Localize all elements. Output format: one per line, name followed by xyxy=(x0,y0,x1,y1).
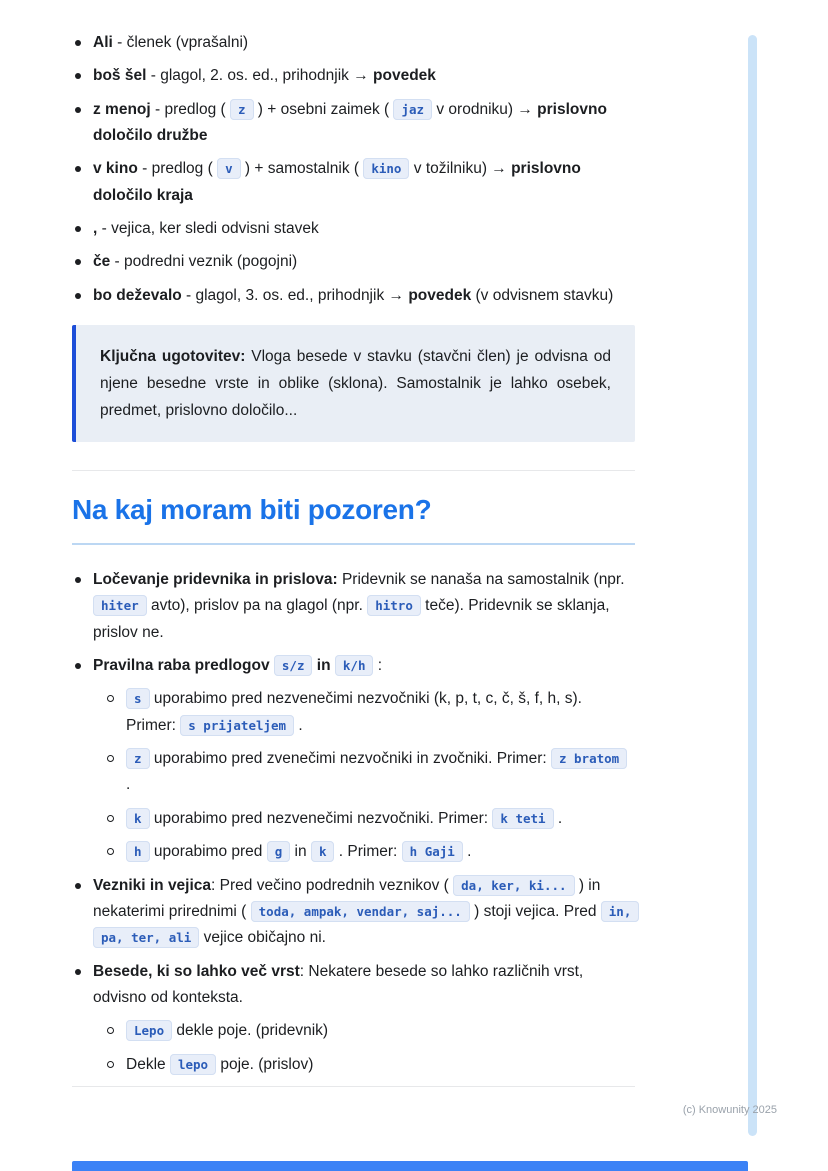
bold-text: v kino xyxy=(93,160,138,178)
bold-text: povedek xyxy=(373,67,436,85)
inline-code-chip: da, ker, ki... xyxy=(453,875,574,896)
text-run: uporabimo pred nezvenečimi nezvočniki (k, p, t, c, č, š, f, h, s). Primer: xyxy=(126,690,582,734)
text-run: ) + samostalnik ( xyxy=(240,160,364,178)
list-item xyxy=(72,63,635,89)
text-run: . xyxy=(294,716,303,734)
text-run: Pridevnik se nanaša na samostalnik (npr. xyxy=(337,571,625,589)
inline-code-chip: v xyxy=(217,158,241,179)
list-item xyxy=(72,249,635,275)
text-run: v tožilniku) → xyxy=(409,160,512,178)
text-run: ) + osebni zaimek ( xyxy=(253,100,394,118)
text-run: . Primer: xyxy=(334,843,402,861)
inline-code-chip: hiter xyxy=(93,595,147,616)
bottom-accent-bar xyxy=(72,1161,748,1171)
bold-text: prislovno določilo kraja xyxy=(93,160,581,204)
bottom-divider xyxy=(72,1086,635,1087)
sub-list-item xyxy=(105,806,635,832)
list-item xyxy=(72,216,635,242)
inline-code-chip: kino xyxy=(363,158,409,179)
attention-points-list xyxy=(72,567,635,1078)
inline-code-chip: s/z xyxy=(274,655,313,676)
text-run: - predlog ( xyxy=(137,160,218,178)
text-run: - predlog ( xyxy=(150,100,230,118)
text-run: . xyxy=(462,843,472,861)
inline-code-chip: hitro xyxy=(367,595,421,616)
text-run: . xyxy=(553,809,563,827)
sub-list-item xyxy=(105,839,635,865)
inline-code-chip: s xyxy=(126,688,150,709)
bold-text: povedek xyxy=(408,286,472,304)
inline-code-chip: in, pa, ter, ali xyxy=(93,901,639,948)
text-run: . xyxy=(126,776,131,794)
inline-code-chip: z xyxy=(230,99,254,120)
text-run: uporabimo pred zvenečimi nezvočniki in zvočniki. Primer: xyxy=(149,750,551,768)
list-item xyxy=(72,156,635,209)
document-content xyxy=(72,30,635,1087)
list-item xyxy=(72,959,635,1012)
inline-code-chip: lepo xyxy=(170,1054,216,1075)
inline-code-chip: s prijateljem xyxy=(180,715,294,736)
key-insight-callout xyxy=(72,325,635,442)
text-run: in xyxy=(290,843,311,861)
bold-text: in xyxy=(316,657,331,675)
list-item xyxy=(72,97,635,150)
inline-code-chip: jaz xyxy=(393,99,432,120)
grammar-analysis-list xyxy=(72,30,635,309)
text-run: - členek (vprašalni) xyxy=(112,34,249,51)
text-run: uporabimo pred nezvenečimi nezvočniki. Primer: xyxy=(149,809,493,827)
bold-text: Ločevanje pridevnika in prislova: xyxy=(93,571,338,589)
section-heading: Na kaj moram biti pozoren? xyxy=(72,494,432,526)
bold-text: z menoj xyxy=(93,100,151,118)
text-run: ) stoji vejica. Pred xyxy=(469,902,601,920)
sub-list-item xyxy=(105,1018,635,1044)
inline-code-chip: toda, ampak, vendar, saj... xyxy=(251,901,470,922)
inline-code-chip: z xyxy=(126,748,150,769)
text-run: ) in nekaterimi prirednimi ( xyxy=(93,876,601,920)
footer-credit: (c) Knowunity 2025 xyxy=(682,1104,777,1116)
text-run: dekle poje. (pridevnik) xyxy=(172,1022,329,1040)
inline-code-chip: z bratom xyxy=(551,748,627,769)
bold-text: boš šel xyxy=(93,67,147,85)
callout-body: Vloga besede v stavku (stavčni člen) je odvisna od njene besedne vrste in oblike (sklona). Samostalnik je lahko osebek, predmet, prislovno določilo... xyxy=(100,348,611,420)
heading-underline xyxy=(72,543,635,545)
text-run: : xyxy=(373,657,383,675)
vertical-scroll-indicator[interactable] xyxy=(748,35,757,1136)
text-run: poje. (prislov) xyxy=(216,1055,314,1073)
text-run: - glagol, 2. os. ed., prihodnjik → xyxy=(146,67,374,85)
inline-code-chip: k xyxy=(311,841,335,862)
list-item xyxy=(72,653,635,679)
sub-list-item xyxy=(105,686,635,739)
list-item xyxy=(72,30,635,56)
inline-code-chip: k xyxy=(126,808,150,829)
sub-list-item xyxy=(105,746,635,799)
bold-text: Pravilna raba predlogov xyxy=(93,657,270,675)
bold-text: Ali xyxy=(93,34,113,51)
text-run: - podredni veznik (pogojni) xyxy=(110,253,298,271)
list-item xyxy=(72,283,635,309)
list-item xyxy=(72,567,635,646)
inline-code-chip: h xyxy=(126,841,150,862)
text-run: teče). Pridevnik se sklanja, prislov ne. xyxy=(93,597,610,641)
text-run: - vejica, ker sledi odvisni stavek xyxy=(97,220,319,238)
text-run: : Pred večino podrednih veznikov ( xyxy=(211,876,454,894)
bold-text: Besede, ki so lahko več vrst xyxy=(93,962,300,980)
bold-text: če xyxy=(93,253,111,271)
bold-text: bo deževalo xyxy=(93,286,182,304)
bold-text: Vezniki in vejica xyxy=(93,876,212,894)
text-run: vejice običajno ni. xyxy=(199,929,326,947)
text-run: Dekle xyxy=(126,1055,170,1073)
callout-title: Ključna ugotovitev: xyxy=(100,348,246,366)
inline-code-chip: k/h xyxy=(335,655,374,676)
text-run: v orodniku) → xyxy=(432,100,538,118)
inline-code-chip: h Gaji xyxy=(402,841,463,862)
inline-code-chip: Lepo xyxy=(126,1020,172,1041)
section-divider xyxy=(72,470,635,471)
callout-paragraph xyxy=(100,343,611,424)
bold-text: prislovno določilo družbe xyxy=(93,100,607,145)
text-run: : Nekatere besede so lahko različnih vrst, odvisno od konteksta. xyxy=(93,962,584,1006)
sub-list-item xyxy=(105,1052,635,1078)
bold-text: , xyxy=(93,220,98,238)
text-run: (v odvisnem stavku) xyxy=(471,286,614,304)
inline-code-chip: k teti xyxy=(492,808,553,829)
inline-code-chip: g xyxy=(267,841,291,862)
text-run: avto), prislov pa na glagol (npr. xyxy=(146,597,368,615)
text-run: uporabimo pred xyxy=(149,843,267,861)
list-item xyxy=(72,873,635,952)
text-run: - glagol, 3. os. ed., prihodnjik → xyxy=(181,286,409,304)
